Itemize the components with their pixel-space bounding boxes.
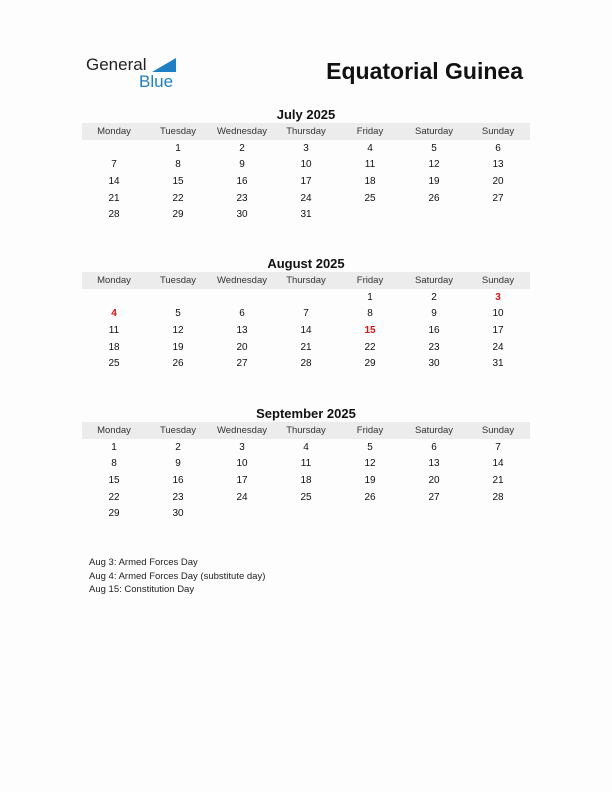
day-cell: 19: [364, 474, 376, 486]
week-row: [82, 489, 530, 506]
day-cell: 24: [300, 192, 312, 204]
day-cell: 9: [239, 159, 245, 171]
weekday-label: Wednesday: [217, 275, 267, 286]
country-title: Equatorial Guinea: [326, 58, 523, 84]
day-cell: 16: [428, 324, 440, 336]
day-cell: 14: [492, 458, 504, 470]
weekday-label: Friday: [356, 126, 384, 137]
day-cell: 18: [364, 175, 376, 187]
day-cell: 5: [367, 441, 373, 453]
week-row: [82, 505, 530, 522]
day-cell: 23: [172, 491, 184, 503]
weekday-label: Wednesday: [217, 425, 267, 436]
day-cell: 10: [492, 308, 504, 320]
day-cell: 27: [492, 192, 504, 204]
day-cell: 23: [428, 341, 440, 353]
holiday-note: Aug 4: Armed Forces Day (substitute day): [89, 570, 266, 582]
holiday-note: Aug 15: Constitution Day: [89, 584, 195, 595]
day-cell: 19: [428, 175, 440, 187]
day-cell: 4: [303, 441, 309, 453]
day-cell: 29: [108, 508, 120, 520]
day-cell: 13: [236, 324, 248, 336]
week-row: [82, 206, 530, 223]
day-cell: 29: [172, 209, 184, 221]
week-row: [82, 439, 530, 456]
day-cell: 4: [367, 142, 373, 154]
day-cell: 26: [428, 192, 440, 204]
day-cell: 27: [236, 358, 248, 370]
day-cell: 31: [492, 358, 504, 370]
day-cell: 29: [364, 358, 376, 370]
logo: [86, 55, 186, 95]
weekday-label: Sunday: [481, 126, 515, 137]
day-cell: 30: [172, 508, 184, 520]
month-september: [82, 405, 530, 522]
day-cell: 26: [364, 491, 376, 503]
day-cell: 16: [236, 175, 248, 187]
day-cell: 11: [108, 324, 120, 336]
day-cell: 21: [300, 341, 312, 353]
day-cell: 8: [111, 458, 117, 470]
weekday-label: Monday: [97, 275, 131, 286]
month-title: September 2025: [256, 406, 356, 421]
logo-text-blue: Blue: [139, 72, 174, 91]
day-cell: 6: [431, 441, 437, 453]
day-cell: 14: [300, 324, 312, 336]
day-cell: 12: [428, 159, 440, 171]
day-cell: 22: [172, 192, 184, 204]
logo-text-general: General: [86, 55, 147, 74]
day-cell: 16: [172, 474, 184, 486]
week-row: [82, 306, 530, 323]
day-cell: 25: [300, 491, 312, 503]
holiday-note: Aug 3: Armed Forces Day: [89, 557, 198, 568]
day-cell: 31: [300, 209, 312, 221]
day-cell: 3: [239, 441, 245, 453]
day-cell: 1: [367, 291, 373, 303]
day-cell: 17: [492, 324, 504, 336]
week-row: [82, 157, 530, 174]
week-row: [82, 173, 530, 190]
day-cell: 12: [172, 324, 184, 336]
day-cell: 2: [239, 142, 245, 154]
week-row: [82, 289, 530, 306]
day-cell: 9: [431, 308, 437, 320]
day-cell: 3: [303, 142, 309, 154]
day-cell: 1: [175, 142, 181, 154]
month-title: July 2025: [276, 107, 336, 122]
weekday-label: Tuesday: [159, 126, 197, 137]
day-cell: 19: [172, 341, 184, 353]
week-row: [82, 339, 530, 356]
weekday-label: Saturday: [414, 275, 454, 286]
day-cell: 20: [428, 474, 440, 486]
logo-triangle-icon: [152, 58, 176, 72]
week-row: [82, 190, 530, 207]
day-cell: 6: [495, 142, 501, 154]
day-cell: 10: [300, 159, 312, 171]
month-july: [82, 106, 530, 223]
weekday-label: Friday: [356, 425, 384, 436]
day-cell: 8: [175, 159, 181, 171]
month-title: August 2025: [267, 256, 345, 271]
day-cell: 20: [236, 341, 248, 353]
day-cell: 12: [364, 458, 376, 470]
day-cell: 23: [236, 192, 248, 204]
weekday-header: [82, 422, 530, 439]
day-cell: 27: [428, 491, 440, 503]
weekday-label: Thursday: [286, 126, 326, 137]
day-cell: 2: [175, 441, 181, 453]
weekday-label: Saturday: [414, 126, 454, 137]
day-cell: 15: [108, 474, 120, 486]
day-cell: 17: [300, 175, 312, 187]
day-cell: 28: [492, 491, 504, 503]
day-cell: 21: [492, 474, 504, 486]
week-row: [82, 456, 530, 473]
day-cell: 3: [495, 291, 501, 303]
day-cell: 9: [175, 458, 181, 470]
day-cell: 13: [428, 458, 440, 470]
day-cell: 20: [492, 175, 504, 187]
month-august: [82, 255, 530, 372]
day-cell: 28: [108, 209, 120, 221]
weekday-label: Saturday: [414, 425, 454, 436]
day-cell: 7: [111, 159, 117, 171]
day-cell: 22: [108, 491, 120, 503]
day-cell: 24: [492, 341, 504, 353]
day-cell: 11: [300, 458, 312, 470]
day-cell: 7: [495, 441, 501, 453]
day-cell: 5: [431, 142, 437, 154]
day-cell: 21: [108, 192, 120, 204]
day-cell: 7: [303, 308, 309, 320]
weekday-label: Tuesday: [159, 425, 197, 436]
day-cell: 2: [431, 291, 437, 303]
day-cell: 10: [236, 458, 248, 470]
weekday-header: [82, 272, 530, 289]
day-cell: 30: [236, 209, 248, 221]
week-row: [82, 140, 530, 157]
week-row: [82, 322, 530, 339]
weekday-label: Monday: [97, 126, 131, 137]
weekday-label: Friday: [356, 275, 384, 286]
day-cell: 4: [111, 308, 117, 320]
week-row: [82, 355, 530, 372]
day-cell: 24: [236, 491, 248, 503]
day-cell: 5: [175, 308, 181, 320]
day-cell: 26: [172, 358, 184, 370]
day-cell: 18: [300, 474, 312, 486]
day-cell: 14: [108, 175, 120, 187]
day-cell: 8: [367, 308, 373, 320]
holiday-notes: [89, 556, 265, 597]
day-cell: 25: [108, 358, 120, 370]
weekday-label: Wednesday: [217, 126, 267, 137]
day-cell: 17: [236, 474, 248, 486]
day-cell: 6: [239, 308, 245, 320]
day-cell: 11: [364, 159, 376, 171]
day-cell: 15: [364, 324, 376, 336]
week-row: [82, 472, 530, 489]
day-cell: 22: [364, 341, 376, 353]
day-cell: 28: [300, 358, 312, 370]
weekday-label: Sunday: [481, 275, 515, 286]
weekday-label: Tuesday: [159, 275, 197, 286]
weekday-label: Monday: [97, 425, 131, 436]
weekday-header: [82, 123, 530, 140]
day-cell: 30: [428, 358, 440, 370]
day-cell: 18: [108, 341, 120, 353]
day-cell: 1: [111, 441, 117, 453]
weekday-label: Sunday: [481, 425, 515, 436]
day-cell: 13: [492, 159, 504, 171]
day-cell: 25: [364, 192, 376, 204]
weekday-label: Thursday: [286, 275, 326, 286]
weekday-label: Thursday: [286, 425, 326, 436]
day-cell: 15: [172, 175, 184, 187]
